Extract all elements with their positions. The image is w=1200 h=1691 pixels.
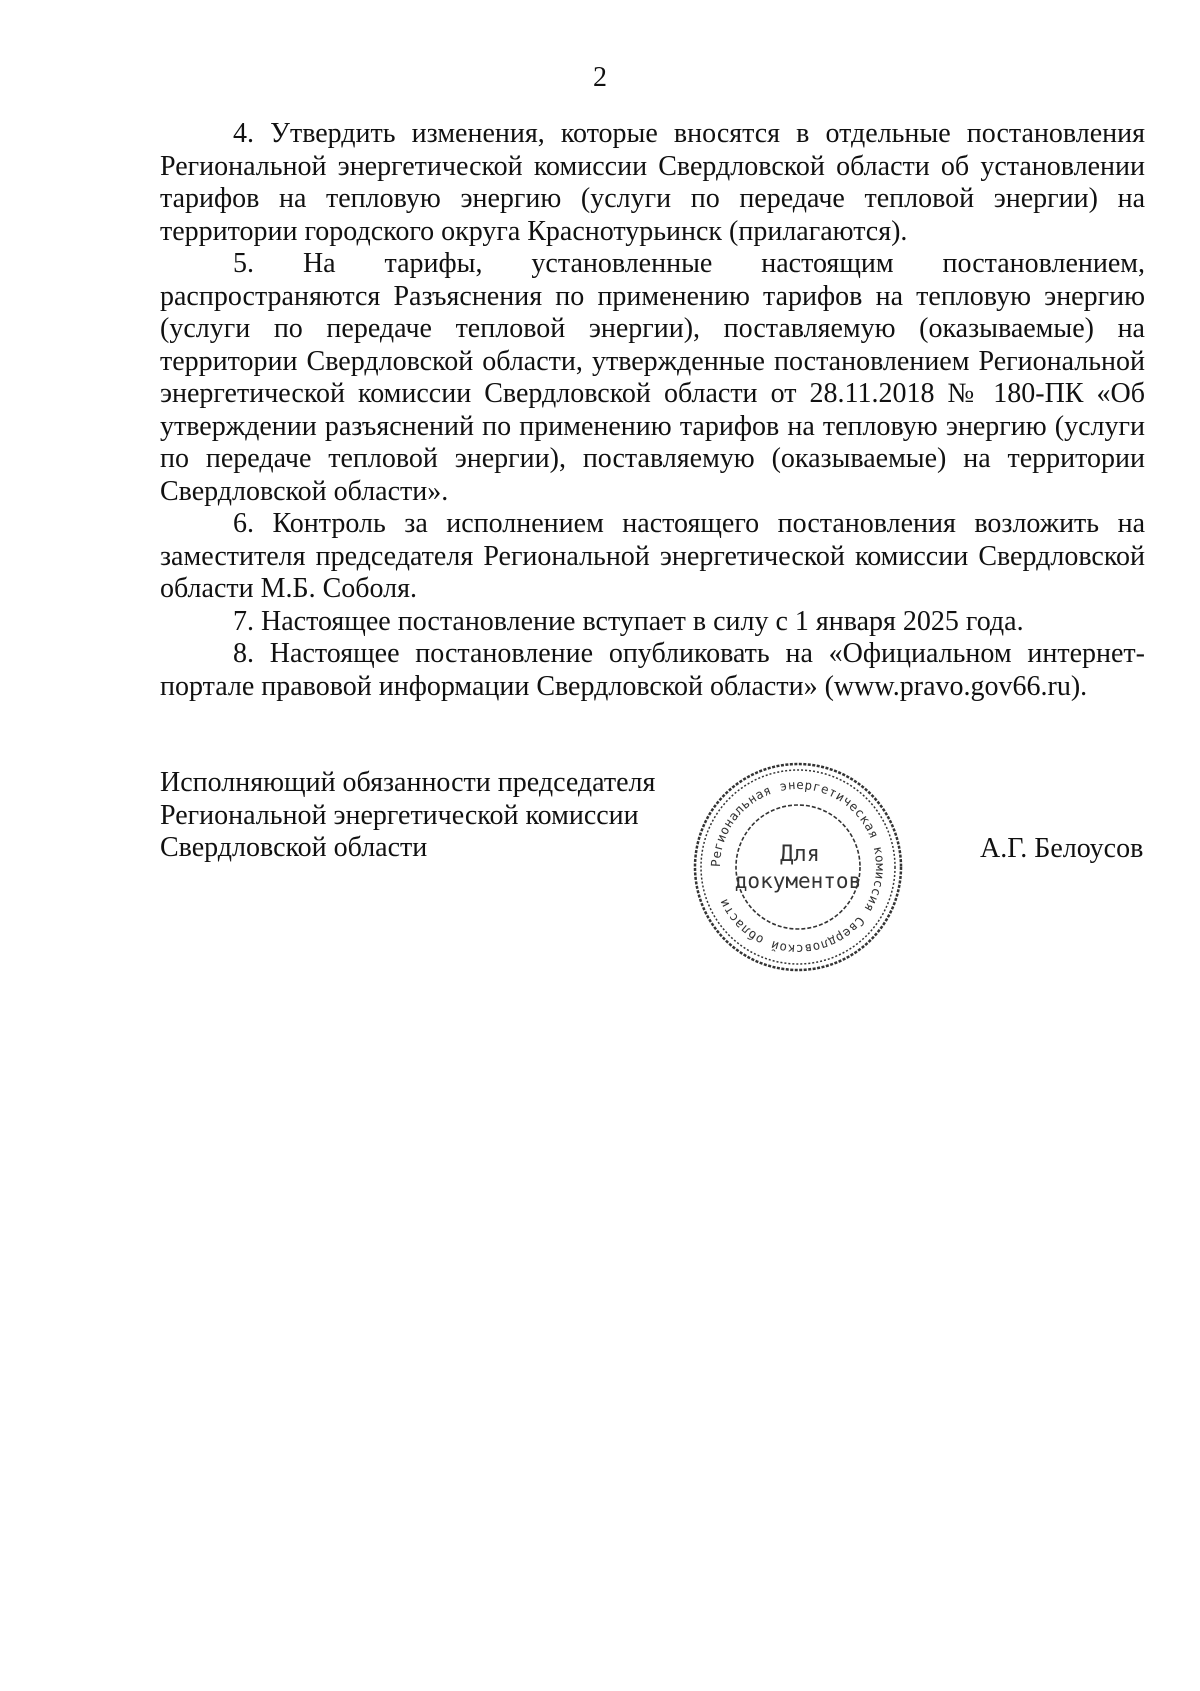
svg-text:Региональная энергетическая ко: Региональная энергетическая комиссия Свердловской области: [707, 776, 889, 958]
official-stamp: [688, 757, 908, 977]
stamp-seal-icon: [688, 757, 908, 977]
signer-name: А.Г. Белоусов: [980, 833, 1144, 864]
paragraph-6: 6. Контроль за исполнением настоящего постановления возложить на заместителя председателя Региональной энергетической комиссии Свердловской области М.Б. Соболя.: [160, 508, 1145, 604]
svg-text:документов: документов: [734, 869, 862, 893]
signatory-position: [160, 767, 720, 865]
document-body: [160, 118, 1145, 703]
paragraph-5: 5. На тарифы, установленные настоящим постановлением, распространяются Разъяснения по применению тарифов на тепловую энергию (услуги по передаче тепловой энергии), поставляемую (оказываемые) на территории Свердловской области, утвержденные постановлением Региональной энергетической комиссии Свердловской области от 28.11.2018 № 180-ПК «Об утверждении разъяснений по применению тарифов на тепловую энергию (услуги по передаче тепловой энергии), поставляемую (оказываемые) на территории Свердловской области».: [160, 248, 1145, 507]
signatory-position-line: Свердловской области: [160, 832, 428, 863]
paragraph-7: 7. Настоящее постановление вступает в силу с 1 января 2025 года.: [233, 605, 1024, 637]
page-number: 2: [593, 62, 607, 93]
signatory-position-line: Региональной энергетической комиссии: [160, 799, 639, 831]
svg-text:Для: Для: [780, 842, 820, 867]
signatory-position-line: Исполняющий обязанности председателя: [160, 767, 656, 798]
paragraph-4: 4. Утвердить изменения, которые вносятся в отдельные постановления Региональной энергетической комиссии Свердловской области об установлении тарифов на тепловую энергию (услуги по передаче тепловой энергии) на территории городского округа Краснотурьинск (прилагаются).: [160, 118, 1145, 247]
paragraph-8: 8. Настоящее постановление опубликовать на «Официальном интернет-портале правовой информации Свердловской области» (www.pravo.gov66.ru).: [160, 638, 1145, 702]
